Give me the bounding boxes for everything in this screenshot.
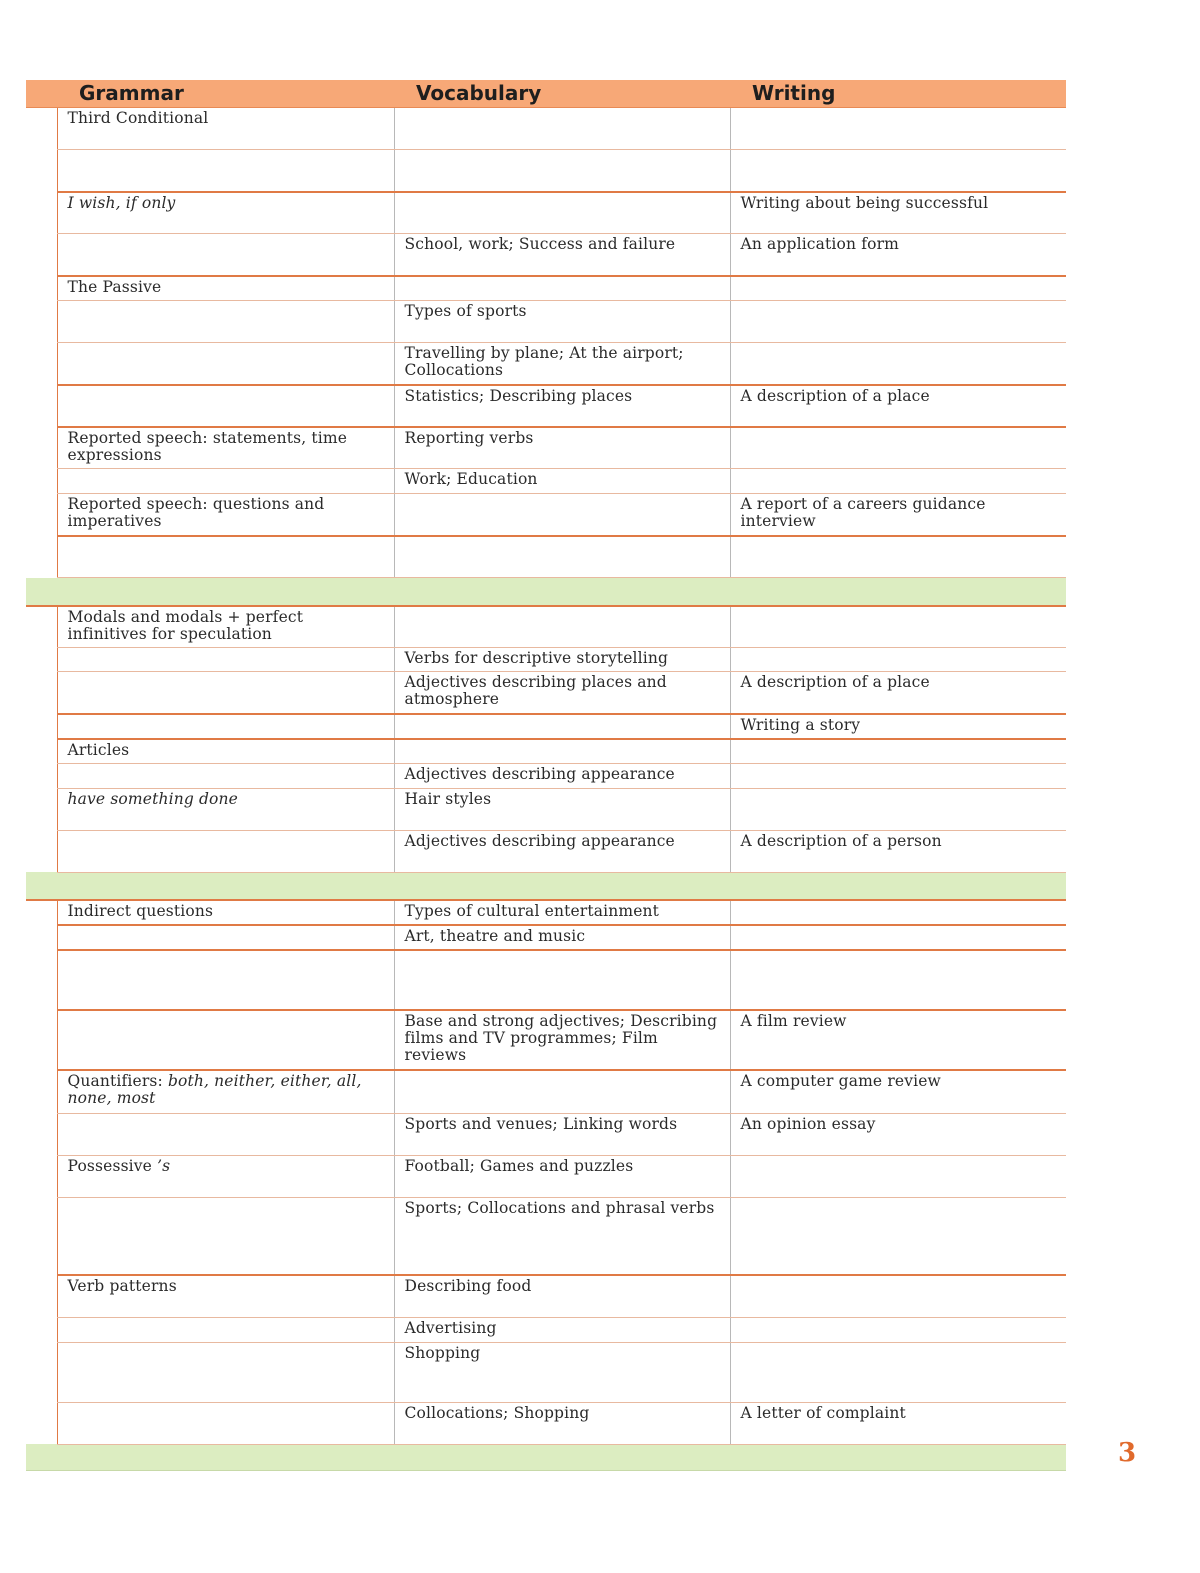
writing-cell (730, 301, 1066, 343)
row-margin-cell (26, 276, 57, 301)
row-margin-cell (26, 925, 57, 950)
writing-cell (730, 925, 1066, 950)
table-row (26, 714, 1066, 739)
vocabulary-cell (394, 192, 730, 234)
vocabulary-cell: Travelling by plane; At the airport; Collocations (394, 343, 730, 385)
vocabulary-cell: Sports and venues; Linking words (394, 1113, 730, 1155)
vocabulary-cell: Advertising (394, 1317, 730, 1342)
grammar-cell: Verb patterns (57, 1275, 394, 1317)
section-band-cell (26, 578, 1066, 606)
table-row (26, 788, 1066, 830)
row-margin-cell (26, 714, 57, 739)
writing-cell: A description of a place (730, 672, 1066, 714)
row-margin-cell (26, 648, 57, 672)
row-margin-cell (26, 536, 57, 578)
vocabulary-cell: Art, theatre and music (394, 925, 730, 950)
grammar-cell: Reported speech: statements, time expressions (57, 427, 394, 469)
vocabulary-cell (394, 739, 730, 764)
row-margin-cell (26, 343, 57, 385)
vocabulary-cell: Types of sports (394, 301, 730, 343)
grammar-cell: I wish, if only (57, 192, 394, 234)
table-row (26, 950, 1066, 1010)
table-row (26, 1402, 1066, 1444)
grammar-cell: Indirect questions (57, 900, 394, 925)
section-band (26, 872, 1066, 900)
table-row (26, 900, 1066, 925)
writing-cell: A film review (730, 1010, 1066, 1070)
table-row (26, 469, 1066, 494)
vocabulary-cell (394, 150, 730, 192)
grammar-cell (57, 1113, 394, 1155)
section-band-cell (26, 1444, 1066, 1470)
table-row (26, 1113, 1066, 1155)
writing-cell (730, 427, 1066, 469)
row-margin-cell (26, 1275, 57, 1317)
vocabulary-cell (394, 276, 730, 301)
grammar-cell (57, 536, 394, 578)
writing-cell (730, 1317, 1066, 1342)
vocabulary-cell: Work; Education (394, 469, 730, 494)
writing-cell (730, 739, 1066, 764)
grammar-cell (57, 301, 394, 343)
row-margin-cell (26, 301, 57, 343)
grammar-cell (57, 1010, 394, 1070)
writing-cell (730, 1155, 1066, 1197)
vocabulary-cell: Hair styles (394, 788, 730, 830)
table-row (26, 925, 1066, 950)
row-margin-cell (26, 1113, 57, 1155)
table-row (26, 1070, 1066, 1113)
writing-cell: A description of a person (730, 830, 1066, 872)
table-row (26, 385, 1066, 427)
table-row (26, 672, 1066, 714)
writing-cell: A report of a careers guidance interview (730, 494, 1066, 536)
syllabus-table (26, 80, 1066, 1471)
grammar-cell: Third Conditional (57, 108, 394, 150)
row-margin-cell (26, 150, 57, 192)
vocabulary-cell: Adjectives describing places and atmosphere (394, 672, 730, 714)
vocabulary-cell: Sports; Collocations and phrasal verbs (394, 1197, 730, 1275)
grammar-cell (57, 343, 394, 385)
writing-cell (730, 1342, 1066, 1402)
row-margin-cell (26, 1402, 57, 1444)
writing-cell (730, 343, 1066, 385)
writing-cell (730, 108, 1066, 150)
table-row (26, 648, 1066, 672)
row-margin-cell (26, 234, 57, 276)
grammar-cell (57, 385, 394, 427)
header-spacer (26, 80, 57, 108)
writing-cell: A description of a place (730, 385, 1066, 427)
table-row (26, 276, 1066, 301)
vocabulary-cell: Adjectives describing appearance (394, 763, 730, 788)
grammar-cell (57, 234, 394, 276)
writing-cell: Writing about being successful (730, 192, 1066, 234)
row-margin-cell (26, 385, 57, 427)
vocabulary-cell (394, 606, 730, 648)
grammar-cell (57, 763, 394, 788)
vocabulary-cell (394, 108, 730, 150)
row-margin-cell (26, 1317, 57, 1342)
table-header-row (26, 80, 1066, 108)
header-writing: Writing (730, 80, 1066, 108)
writing-cell (730, 150, 1066, 192)
row-margin-cell (26, 950, 57, 1010)
table-row (26, 1342, 1066, 1402)
row-margin-cell (26, 739, 57, 764)
vocabulary-cell (394, 494, 730, 536)
table-row (26, 536, 1066, 578)
writing-cell (730, 763, 1066, 788)
vocabulary-cell (394, 536, 730, 578)
grammar-cell (57, 925, 394, 950)
writing-cell (730, 648, 1066, 672)
header-vocabulary: Vocabulary (394, 80, 730, 108)
grammar-cell (57, 1402, 394, 1444)
writing-cell (730, 536, 1066, 578)
table-row (26, 1317, 1066, 1342)
writing-cell (730, 1197, 1066, 1275)
row-margin-cell (26, 788, 57, 830)
grammar-cell (57, 672, 394, 714)
row-margin-cell (26, 1155, 57, 1197)
writing-cell (730, 788, 1066, 830)
table-row (26, 830, 1066, 872)
row-margin-cell (26, 606, 57, 648)
writing-cell: A letter of complaint (730, 1402, 1066, 1444)
grammar-cell (57, 950, 394, 1010)
row-margin-cell (26, 1010, 57, 1070)
grammar-cell (57, 469, 394, 494)
vocabulary-cell: Shopping (394, 1342, 730, 1402)
row-margin-cell (26, 427, 57, 469)
row-margin-cell (26, 192, 57, 234)
vocabulary-cell: Reporting verbs (394, 427, 730, 469)
grammar-cell: Articles (57, 739, 394, 764)
vocabulary-cell: Statistics; Describing places (394, 385, 730, 427)
writing-cell (730, 469, 1066, 494)
table-row (26, 343, 1066, 385)
vocabulary-cell: Describing food (394, 1275, 730, 1317)
vocabulary-cell: Adjectives describing appearance (394, 830, 730, 872)
vocabulary-cell: School, work; Success and failure (394, 234, 730, 276)
section-band (26, 578, 1066, 606)
section-band-cell (26, 872, 1066, 900)
grammar-cell (57, 1342, 394, 1402)
grammar-cell (57, 1317, 394, 1342)
grammar-cell: Reported speech: questions and imperatives (57, 494, 394, 536)
table-row (26, 150, 1066, 192)
writing-cell (730, 606, 1066, 648)
vocabulary-cell (394, 714, 730, 739)
table-row (26, 301, 1066, 343)
row-margin-cell (26, 1197, 57, 1275)
table-row (26, 494, 1066, 536)
page-number: 3 (1118, 1438, 1137, 1468)
row-margin-cell (26, 672, 57, 714)
vocabulary-cell: Football; Games and puzzles (394, 1155, 730, 1197)
vocabulary-cell: Types of cultural entertainment (394, 900, 730, 925)
row-margin-cell (26, 900, 57, 925)
vocabulary-cell: Verbs for descriptive storytelling (394, 648, 730, 672)
table-row (26, 1010, 1066, 1070)
grammar-cell (57, 150, 394, 192)
row-margin-cell (26, 1342, 57, 1402)
writing-cell: An opinion essay (730, 1113, 1066, 1155)
grammar-cell: Possessive ’s (57, 1155, 394, 1197)
writing-cell (730, 276, 1066, 301)
table-row (26, 739, 1066, 764)
vocabulary-cell: Collocations; Shopping (394, 1402, 730, 1444)
table-row (26, 427, 1066, 469)
table-body (26, 108, 1066, 1471)
writing-cell (730, 900, 1066, 925)
writing-cell (730, 1275, 1066, 1317)
table-row (26, 1275, 1066, 1317)
grammar-cell: Modals and modals + perfect infinitives for speculation (57, 606, 394, 648)
writing-cell: Writing a story (730, 714, 1066, 739)
row-margin-cell (26, 830, 57, 872)
writing-cell: An application form (730, 234, 1066, 276)
grammar-cell: have something done (57, 788, 394, 830)
writing-cell (730, 950, 1066, 1010)
grammar-cell (57, 648, 394, 672)
header-grammar: Grammar (57, 80, 394, 108)
table-row (26, 606, 1066, 648)
table-row (26, 1155, 1066, 1197)
vocabulary-cell (394, 1070, 730, 1113)
vocabulary-cell: Base and strong adjectives; Describing films and TV programmes; Film reviews (394, 1010, 730, 1070)
writing-cell: A computer game review (730, 1070, 1066, 1113)
section-band (26, 1444, 1066, 1470)
grammar-cell (57, 830, 394, 872)
grammar-cell: The Passive (57, 276, 394, 301)
row-margin-cell (26, 1070, 57, 1113)
table-row (26, 234, 1066, 276)
grammar-cell: Quantifiers: both, neither, either, all, none, most (57, 1070, 394, 1113)
row-margin-cell (26, 494, 57, 536)
row-margin-cell (26, 108, 57, 150)
row-margin-cell (26, 469, 57, 494)
table-row (26, 192, 1066, 234)
table-row (26, 1197, 1066, 1275)
table-row (26, 763, 1066, 788)
grammar-cell (57, 714, 394, 739)
row-margin-cell (26, 763, 57, 788)
grammar-cell (57, 1197, 394, 1275)
vocabulary-cell (394, 950, 730, 1010)
table-row (26, 108, 1066, 150)
